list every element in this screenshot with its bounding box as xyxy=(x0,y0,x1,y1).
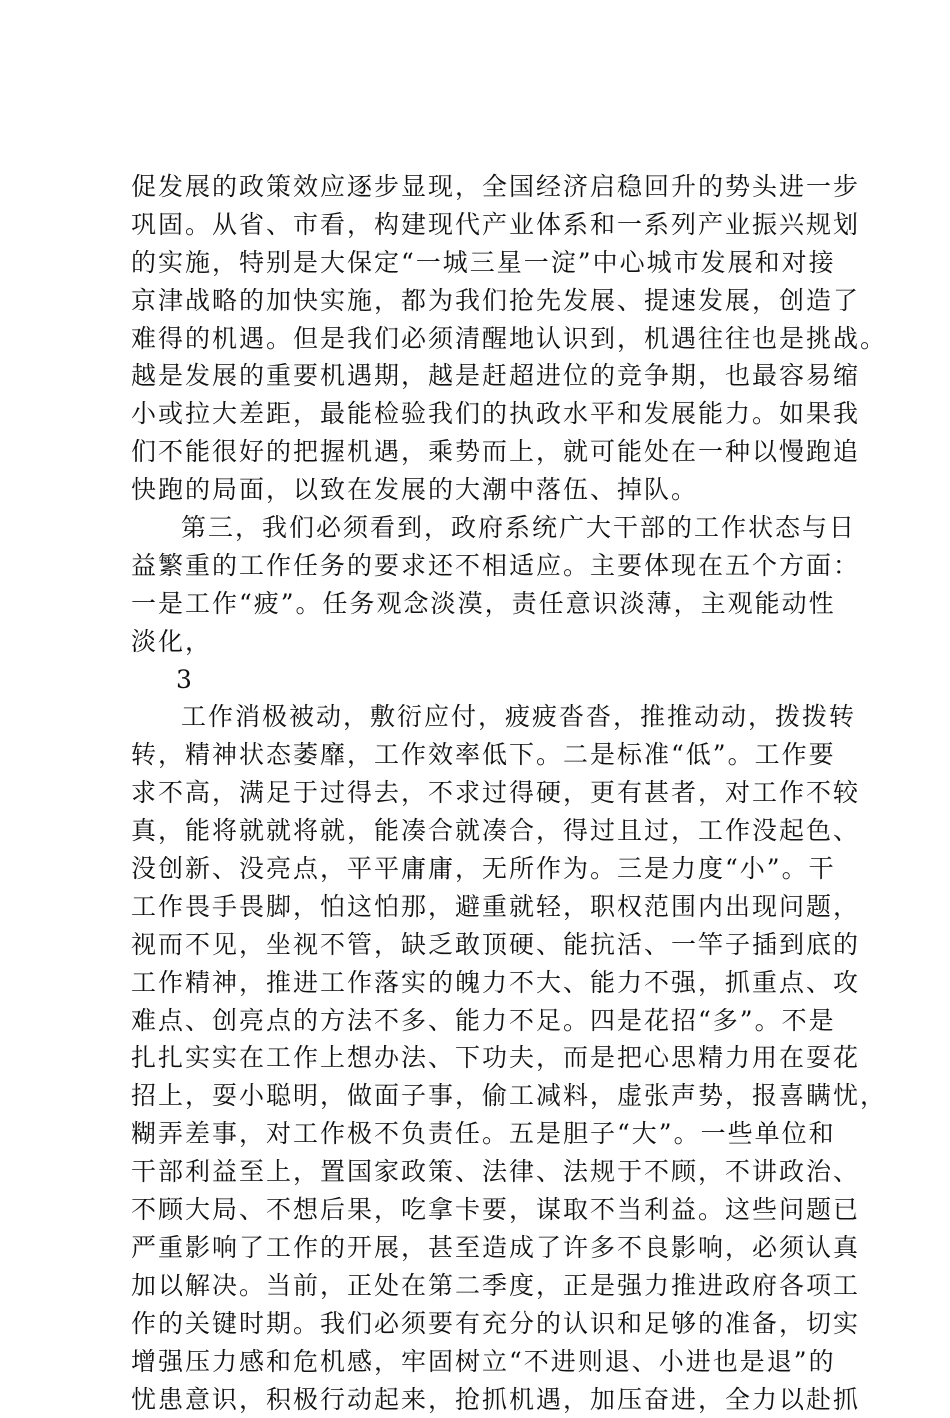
page-number: 3 xyxy=(131,661,851,699)
text-line: 难得的机遇。但是我们必须清醒地认识到，机遇往往也是挑战。 xyxy=(131,320,851,358)
text-line: 严重影响了工作的开展，甚至造成了许多不良影响，必须认真 xyxy=(131,1229,851,1267)
text-line: 益繁重的工作任务的要求还不相适应。主要体现在五个方面： xyxy=(131,547,851,585)
text-line: 求不高，满足于过得去，不求过得硬，更有甚者，对工作不较 xyxy=(131,774,851,812)
paragraph-start-line: 第三，我们必须看到，政府系统广大干部的工作状态与日 xyxy=(131,509,851,547)
text-line: 招上，耍小聪明，做面子事，偷工减料，虚张声势，报喜瞒忧， xyxy=(131,1077,851,1115)
text-line: 干部利益至上，置国家政策、法律、法规于不顾，不讲政治、 xyxy=(131,1153,851,1191)
text-line: 加以解决。当前，正处在第二季度，正是强力推进政府各项工 xyxy=(131,1267,851,1305)
text-line: 快跑的局面，以致在发展的大潮中落伍、掉队。 xyxy=(131,471,851,509)
text-line: 转，精神状态萎靡，工作效率低下。二是标准“低”。工作要 xyxy=(131,736,851,774)
text-line: 越是发展的重要机遇期，越是赶超进位的竞争期，也最容易缩 xyxy=(131,357,851,395)
text-line: 工作精神，推进工作落实的魄力不大、能力不强，抓重点、攻 xyxy=(131,964,851,1002)
text-line: 作的关键时期。我们必须要有充分的认识和足够的准备，切实 xyxy=(131,1305,851,1343)
text-line: 的实施，特别是大保定“一城三星一淀”中心城市发展和对接 xyxy=(131,244,851,282)
text-line: 不顾大局、不想后果，吃拿卡要，谋取不当利益。这些问题已 xyxy=(131,1191,851,1229)
paragraph-start-line: 工作消极被动，敷衍应付，疲疲沓沓，推推动动，拨拨转 xyxy=(131,698,851,736)
text-line: 小或拉大差距，最能检验我们的执政水平和发展能力。如果我 xyxy=(131,395,851,433)
text-line: 增强压力感和危机感，牢固树立“不进则退、小进也是退”的 xyxy=(131,1343,851,1381)
text-line: 促发展的政策效应逐步显现，全国经济启稳回升的势头进一步 xyxy=(131,168,851,206)
text-line: 们不能很好的把握机遇，乘势而上，就可能处在一种以慢跑追 xyxy=(131,433,851,471)
text-line: 忧患意识，积极行动起来，抢抓机遇，加压奋进，全力以赴抓 xyxy=(131,1381,851,1418)
text-line: 巩固。从省、市看，构建现代产业体系和一系列产业振兴规划 xyxy=(131,206,851,244)
text-line: 淡化， xyxy=(131,623,851,661)
text-line: 一是工作“疲”。任务观念淡漠，责任意识淡薄，主观能动性 xyxy=(131,585,851,623)
text-line: 糊弄差事，对工作极不负责任。五是胆子“大”。一些单位和 xyxy=(131,1115,851,1153)
text-line: 真，能将就就将就，能凑合就凑合，得过且过，工作没起色、 xyxy=(131,812,851,850)
text-line: 工作畏手畏脚，怕这怕那，避重就轻，职权范围内出现问题， xyxy=(131,888,851,926)
body-text xyxy=(131,168,851,1418)
text-line: 视而不见，坐视不管，缺乏敢顶硬、能抗活、一竿子插到底的 xyxy=(131,926,851,964)
text-line: 难点、创亮点的方法不多、能力不足。四是花招“多”。不是 xyxy=(131,1002,851,1040)
text-line: 扎扎实实在工作上想办法、下功夫，而是把心思精力用在耍花 xyxy=(131,1039,851,1077)
text-line: 没创新、没亮点，平平庸庸，无所作为。三是力度“小”。干 xyxy=(131,850,851,888)
text-line: 京津战略的加快实施，都为我们抢先发展、提速发展，创造了 xyxy=(131,282,851,320)
